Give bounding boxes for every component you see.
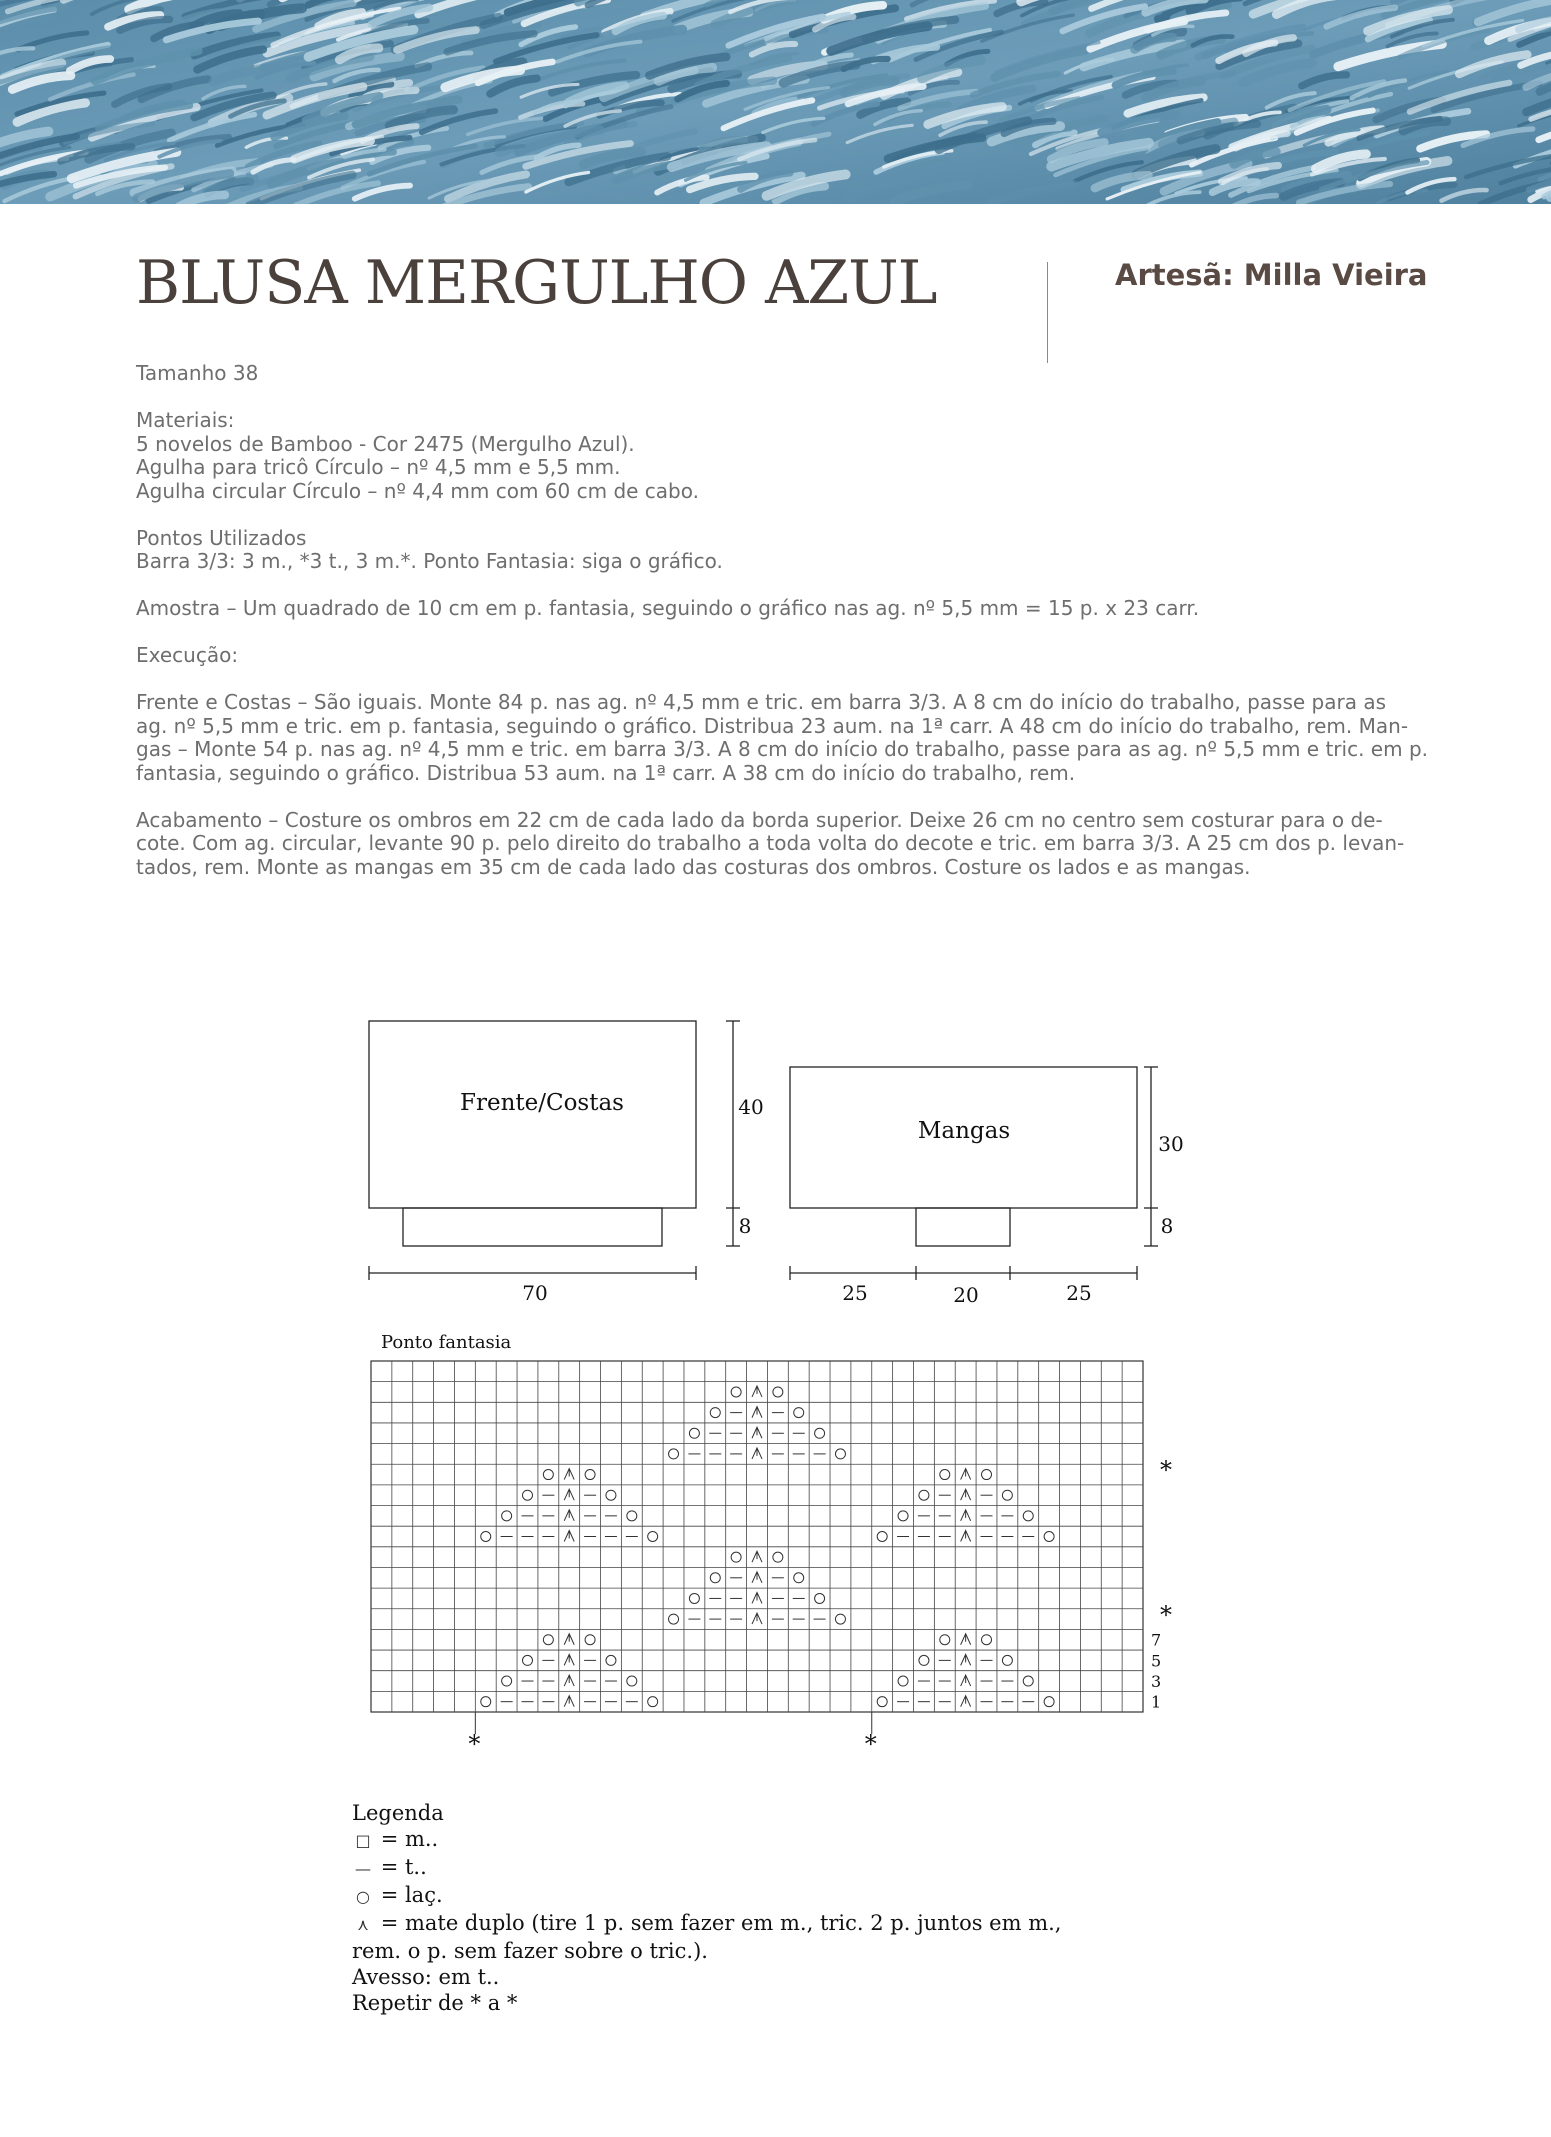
sample-text: Amostra – Um quadrado de 10 cm em p. fantasia, seguindo o gráfico nas ag. nº 5,5 mm = 15 p. x 23 carr. [136, 596, 1200, 620]
yarn-over-icon [648, 1697, 658, 1707]
yarn-over-icon [543, 1470, 553, 1480]
yarn-over-icon [606, 1490, 616, 1500]
yarn-over-icon [982, 1635, 992, 1645]
yarn-over-icon [1002, 1655, 1012, 1665]
sleeve-left-value: 25 [842, 1281, 868, 1305]
size-text: Tamanho 38 [136, 361, 259, 385]
yarn-over-icon [877, 1532, 887, 1542]
legend-wrong-side: Avesso: em t.. [352, 1965, 500, 1989]
yarn-over-icon [731, 1552, 741, 1562]
yarn-over-icon [710, 1573, 720, 1583]
yarn-over-icon [940, 1635, 950, 1645]
chart-row-number: 1 [1151, 1692, 1162, 1712]
yarn-over-icon [585, 1635, 595, 1645]
yarn-over-icon [648, 1532, 658, 1542]
legend-purl-text: = t.. [380, 1855, 427, 1879]
yarn-over-icon [710, 1408, 720, 1418]
yarn-over-icon [898, 1511, 908, 1521]
double-decrease-icon [564, 1531, 574, 1542]
yarn-over-icon [543, 1635, 553, 1645]
double-decrease-icon [961, 1696, 971, 1707]
double-decrease-icon [564, 1654, 574, 1665]
yarn-over-icon [606, 1655, 616, 1665]
legend-dec-text-1: = mate duplo (tire 1 p. sem fazer em m., tric. 2 p. juntos em m., [380, 1911, 1062, 1935]
execution-line: Frente e Costas – São iguais. Monte 84 p. nas ag. nº 4,5 mm e tric. em barra 3/3. A 8 cm do início do trabalho, passe para as [136, 690, 1386, 714]
finishing-line: Acabamento – Costure os ombros em 22 cm de cada lado da borda superior. Deixe 26 cm no centro sem costurar para o de- [136, 807, 1383, 832]
double-decrease-icon [564, 1489, 574, 1500]
double-decrease-icon [961, 1634, 971, 1645]
materials-heading: Materiais: [136, 408, 235, 432]
yarn-over-icon [919, 1490, 929, 1500]
yarn-over-icon [815, 1428, 825, 1438]
yarn-over-icon [1044, 1697, 1054, 1707]
double-decrease-icon [961, 1531, 971, 1542]
legend-yo [352, 1882, 1072, 1910]
yarn-over-icon [481, 1532, 491, 1542]
sleeve-mid-value: 20 [953, 1283, 979, 1307]
double-decrease-icon [961, 1654, 971, 1665]
legend-dec [352, 1910, 1072, 1938]
legend-knit [352, 1826, 1072, 1854]
yarn-over-icon [522, 1490, 532, 1500]
chart-title: Ponto fantasia [381, 1332, 512, 1353]
chart-legend [352, 1800, 1072, 2016]
yarn-over-icon [502, 1511, 512, 1521]
sleeves-label: Mangas [917, 1118, 1011, 1144]
double-decrease-icon [752, 1407, 762, 1418]
yarn-over-icon [919, 1655, 929, 1665]
yarn-over-icon [773, 1387, 783, 1397]
materials-item: 5 novelos de Bamboo - Cor 2475 (Mergulho Azul). [136, 431, 635, 456]
double-decrease-icon [564, 1634, 574, 1645]
yarn-over-icon [1023, 1511, 1033, 1521]
execution-line: gas – Monte 54 p. nas ag. nº 4,5 mm e tric. em barra 3/3. A 8 cm do início do trabalho, passe para as ag. nº 5,5 mm e tric. em p. [136, 737, 1428, 761]
legend-knit-text: = m.. [380, 1827, 439, 1851]
front-back-label: Frente/Costas [460, 1090, 624, 1116]
yarn-over-icon [794, 1408, 804, 1418]
stitches-heading: Pontos Utilizados [136, 525, 307, 550]
yarn-over-icon [1023, 1676, 1033, 1686]
execution-heading: Execução: [136, 643, 239, 667]
double-decrease-icon [752, 1386, 762, 1397]
yarn-over-icon [689, 1593, 699, 1603]
page-title: BLUSA MERGULHO AZUL [136, 248, 937, 318]
double-decrease-icon [564, 1469, 574, 1480]
sleeve-height-value: 30 [1158, 1132, 1184, 1156]
yarn-over-icon [835, 1449, 845, 1459]
yarn-over-icon [522, 1655, 532, 1665]
front-back-rib [403, 1208, 662, 1246]
execution-line: fantasia, seguindo o gráfico. Distribua 53 aum. na 1ª carr. A 38 cm do início do trabalho, rem. [136, 760, 1076, 785]
legend-yo-text: = laç. [380, 1883, 443, 1907]
chart-repeat-marker: * [468, 1730, 481, 1758]
materials-item: Agulha circular Círculo – nº 4,4 mm com 60 cm de cabo. [136, 478, 699, 503]
chart-row-number: 3 [1151, 1672, 1162, 1692]
yarn-over-icon [627, 1511, 637, 1521]
chart-row-number: 7 [1151, 1630, 1162, 1650]
double-decrease-icon [752, 1551, 762, 1562]
knit-symbol-icon: □ [355, 1831, 371, 1850]
yarn-over-icon [815, 1593, 825, 1603]
execution-line: ag. nº 5,5 mm e tric. em p. fantasia, seguindo o gráfico. Distribua 23 aum. na 1ª carr. A 48 cm do início do trabalho, rem. Man- [136, 713, 1409, 738]
yarn-over-icon [794, 1573, 804, 1583]
double-decrease-icon [961, 1510, 971, 1521]
double-decrease-icon [752, 1427, 762, 1438]
double-decrease-icon [752, 1592, 762, 1603]
finishing-line: cote. Com ag. circular, levante 90 p. pelo direito do trabalho a toda volta do decote e tric. em barra 3/3. A 25 cm dos p. levan- [136, 831, 1405, 855]
finishing-line: tados, rem. Monte as mangas em 35 cm de cada lado das costuras dos ombros. Costure os lados e as mangas. [136, 854, 1251, 879]
sleeve-rib [916, 1208, 1010, 1246]
yarn-over-icon [689, 1428, 699, 1438]
yarn-over-icon [502, 1676, 512, 1686]
purl-symbol-icon: — [355, 1859, 371, 1878]
stitches-text: Barra 3/3: 3 m., *3 t., 3 m.*. Ponto Fantasia: siga o gráfico. [136, 549, 723, 573]
yarn-over-icon [982, 1470, 992, 1480]
yarn-over-icon [585, 1470, 595, 1480]
yarn-over-icon [773, 1552, 783, 1562]
front-width-value: 70 [522, 1281, 548, 1305]
schematic-diagram [369, 1021, 1158, 1280]
yarn-over-icon [835, 1614, 845, 1624]
double-decrease-icon [752, 1613, 762, 1624]
chart-row-number: 5 [1151, 1651, 1162, 1671]
double-decrease-icon [752, 1448, 762, 1459]
yarn-over-icon [669, 1614, 679, 1624]
chart-repeat-marker: * [1160, 1456, 1172, 1485]
yarn-over-icon [877, 1697, 887, 1707]
chart-repeat-marker: * [864, 1730, 877, 1758]
double-decrease-symbol-icon: ⋏ [357, 1915, 369, 1934]
materials-item: Agulha para tricô Círculo – nº 4,5 mm e 5,5 mm. [136, 455, 621, 479]
yarn-over-icon [627, 1676, 637, 1686]
yarn-over-icon [1002, 1490, 1012, 1500]
double-decrease-icon [564, 1675, 574, 1686]
sleeve-right-value: 25 [1066, 1281, 1092, 1305]
yarn-over-icon [669, 1449, 679, 1459]
yarn-over-icon [940, 1470, 950, 1480]
legend-dec-text-2: rem. o p. sem fazer sobre o tric.). [352, 1939, 708, 1963]
legend-heading: Legenda [352, 1801, 444, 1825]
yarn-over-icon [898, 1676, 908, 1686]
legend-purl [352, 1854, 1072, 1882]
front-height-value: 40 [738, 1095, 764, 1119]
double-decrease-icon [752, 1572, 762, 1583]
double-decrease-icon [961, 1675, 971, 1686]
yarn-over-symbol-icon: ○ [356, 1887, 370, 1906]
chart-repeat-marker: * [1160, 1600, 1172, 1629]
yarn-over-icon [481, 1697, 491, 1707]
front-rib-value: 8 [738, 1214, 752, 1238]
knitting-chart [371, 1361, 1172, 1758]
sleeve-rib-value: 8 [1160, 1214, 1174, 1238]
double-decrease-icon [961, 1489, 971, 1500]
double-decrease-icon [961, 1469, 971, 1480]
artisan-name: Artesã: Milla Vieira [1115, 258, 1428, 292]
yarn-over-icon [1044, 1532, 1054, 1542]
yarn-over-icon [731, 1387, 741, 1397]
double-decrease-icon [564, 1696, 574, 1707]
legend-repeat: Repetir de * a * [352, 1991, 518, 2015]
double-decrease-icon [564, 1510, 574, 1521]
